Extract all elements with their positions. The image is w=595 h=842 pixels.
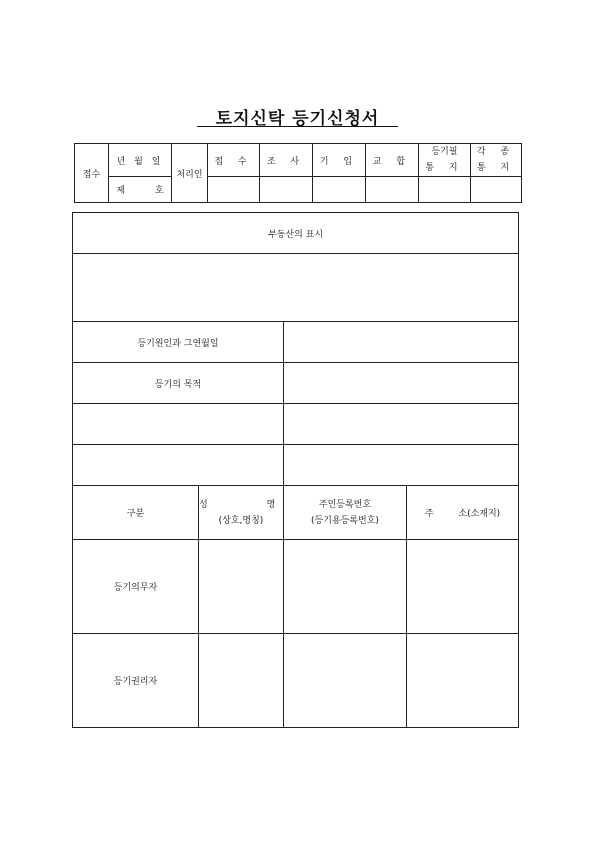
application-table [72, 212, 519, 728]
obligor-address-field[interactable] [407, 540, 519, 634]
receipt-number [109, 177, 172, 203]
intake-label: 접 수 [208, 144, 260, 177]
review-label: 조 사 [260, 144, 313, 177]
page-title: 토지신탁 등기신청서 [215, 109, 380, 129]
notice-complete-field[interactable] [419, 177, 471, 203]
receipt-table [74, 143, 522, 203]
cause-field[interactable] [284, 322, 519, 363]
number-suffix: 호 [155, 186, 164, 196]
name-header-line2: (상호,명칭) [218, 515, 264, 526]
number-prefix: 제 [116, 186, 125, 196]
cause-label: 등기원인과 그연월일 [73, 322, 284, 363]
date-label: 년 월 일 [109, 144, 172, 177]
entry-label: 기 입 [313, 144, 366, 177]
obligor-name-field[interactable] [199, 540, 284, 634]
notice-various-line2: 통 지 [476, 163, 516, 173]
notice-various-line1: 각 종 [476, 147, 516, 157]
entry-field[interactable] [313, 177, 366, 203]
extra-label-2[interactable] [73, 445, 284, 486]
name-header [199, 486, 304, 540]
property-header: 부동산의 표시 [73, 213, 519, 254]
id-header-line2: (등기용등록번호) [311, 515, 379, 526]
notice-complete-line2: 통 지 [425, 163, 464, 173]
id-header [284, 486, 407, 540]
address-header: 주 소(소재지) [407, 486, 519, 540]
receipt-label: 접수 [75, 144, 109, 203]
check-field[interactable] [366, 177, 419, 203]
notice-various-field[interactable] [471, 177, 522, 203]
holder-address-field[interactable] [407, 634, 519, 728]
purpose-label: 등기의 목적 [73, 363, 284, 404]
holder-id-field[interactable] [284, 634, 407, 728]
property-field[interactable] [73, 254, 519, 322]
extra-field-1[interactable] [284, 404, 519, 445]
name-header-line1: 성 명 [199, 499, 304, 510]
extra-field-2[interactable] [284, 445, 519, 486]
obligor-label: 등기의무자 [73, 540, 199, 634]
check-label: 교 합 [366, 144, 419, 177]
intake-field[interactable] [208, 177, 260, 203]
title-underline [197, 126, 398, 127]
extra-label-1[interactable] [73, 404, 284, 445]
notice-various-label [471, 144, 522, 177]
category-header: 구분 [73, 486, 199, 540]
id-header-line1: 주민등록번호 [318, 499, 372, 510]
review-field[interactable] [260, 177, 313, 203]
holder-name-field[interactable] [199, 634, 284, 728]
notice-complete-label [419, 144, 471, 177]
obligor-id-field[interactable] [284, 540, 407, 634]
purpose-field[interactable] [284, 363, 519, 404]
holder-label: 등기권리자 [73, 634, 199, 728]
notice-complete-line1: 등기필 [431, 147, 458, 157]
handler-label: 처리인 [172, 144, 208, 203]
